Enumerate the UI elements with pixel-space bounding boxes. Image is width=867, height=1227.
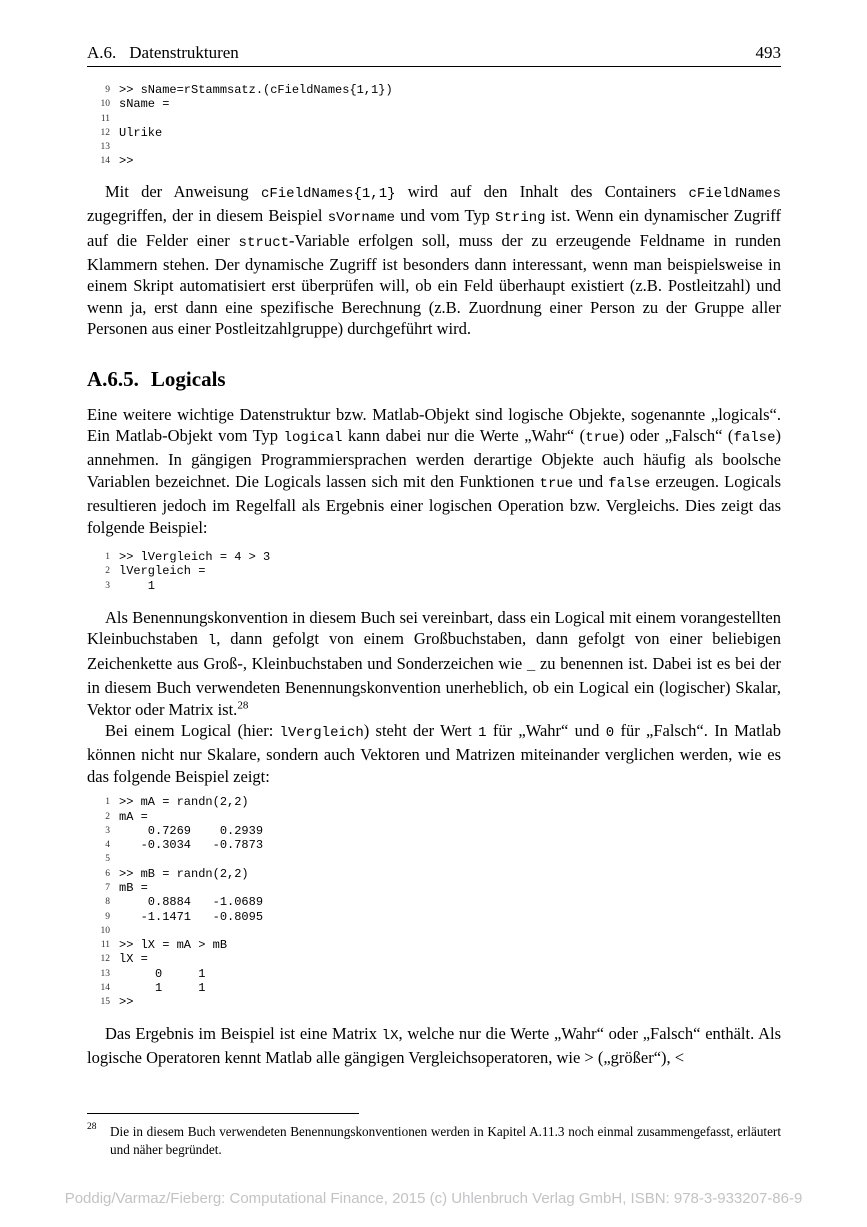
code-text: >> lVergleich = 4 > 3 — [119, 550, 271, 565]
code-text: >> mA = randn(2,2) — [119, 795, 249, 810]
line-number: 2 — [105, 811, 110, 822]
line-number: 9 — [105, 911, 110, 922]
inline-code: _ — [526, 657, 536, 674]
line-number: 5 — [105, 854, 110, 865]
code-line — [87, 579, 781, 593]
text-run: , dann gefolgt von einem Großbuchstaben, dann gefolgt von einer beliebigen Zeichenkette aus Groß-, Kleinbuchstaben und Sonderzeichen wie — [87, 629, 781, 673]
text-run: zugegriffen, der in diesem Beispiel — [87, 206, 328, 226]
code-listing-1 — [87, 83, 781, 169]
code-text: >> lX = mA > mB — [119, 938, 228, 953]
line-number: 2 — [105, 566, 110, 577]
line-number: 15 — [100, 997, 110, 1008]
line-number: 9 — [105, 85, 110, 95]
inline-code: sVorname — [327, 210, 395, 227]
line-number: 12 — [100, 127, 110, 138]
line-number: 14 — [100, 983, 110, 994]
code-line — [87, 838, 781, 852]
text-run: Eine weitere wichtige Datenstruktur bzw. Matlab-Objekt sind logische Objekte, sogenannte „logicals“. Ein Matlab-Objekt vom Typ — [87, 404, 781, 446]
code-text: -1.1471 -0.8095 — [119, 909, 264, 924]
code-text: >> sName=rStammsatz.(cFieldNames{1,1}) — [119, 83, 393, 97]
footnote-reference: 28 — [237, 699, 249, 712]
text-run: wird auf den Inhalt des Containers — [395, 181, 689, 201]
code-line — [87, 795, 781, 809]
code-line — [87, 995, 781, 1009]
heading-number: A.6.5. — [87, 366, 139, 391]
section-number: A.6. — [87, 43, 117, 62]
inline-code: cFieldNames — [688, 185, 781, 202]
inline-code: logical — [283, 430, 343, 447]
code-line — [87, 154, 781, 168]
inline-code: l — [207, 633, 217, 650]
code-line — [87, 981, 781, 995]
text-run: zu benennen ist. Dabei ist es bei der in diesem Buch verwendeten Benennungskonvention unerheblich, ob ein Logical ein (logischer) Skalar, Vektor oder Matrix ist. — [87, 653, 782, 719]
text-run: ) oder „Falsch“ ( — [618, 426, 734, 446]
text-run: Das Ergebnis im Beispiel ist eine Matrix — [105, 1023, 382, 1043]
footnote-marker: 28 — [87, 1122, 97, 1133]
text-run: ist. Wenn ein dynamischer Zugriff auf die Felder einer — [87, 206, 781, 250]
code-line — [87, 810, 781, 824]
line-number: 13 — [100, 142, 110, 153]
code-text: sName = — [119, 97, 170, 112]
page-header — [87, 43, 781, 67]
code-text: >> — [119, 995, 134, 1010]
line-number: 4 — [105, 840, 110, 851]
inline-code: struct — [238, 234, 290, 251]
code-text: 0.8884 -1.0689 — [119, 895, 264, 910]
code-text: >> mB = randn(2,2) — [119, 866, 249, 881]
line-number: 10 — [100, 99, 110, 110]
code-line — [87, 952, 781, 966]
paragraph-dynamic-access — [87, 181, 781, 340]
text-run: und — [573, 471, 609, 491]
code-listing-2 — [87, 550, 781, 593]
line-number: 13 — [100, 968, 110, 979]
code-text: mA = — [119, 809, 148, 824]
text-run: Als Benennungskonvention in diesem Buch sei vereinbart, dass ein Logical mit einem vorangestellten Kleinbuchstaben — [87, 607, 781, 649]
code-text: lVergleich = — [119, 564, 206, 579]
text-run: ) steht der Wert — [363, 720, 479, 740]
paragraph-logical-values — [87, 720, 781, 787]
section-title: Datenstrukturen — [129, 43, 239, 62]
inline-code: true — [539, 475, 574, 492]
page-number: 493 — [755, 43, 781, 62]
text-run: Mit der Anweisung — [105, 181, 261, 201]
code-text: lX = — [119, 952, 148, 967]
code-text: 0.7269 0.2939 — [119, 823, 264, 838]
code-line — [87, 112, 781, 126]
inline-code: 0 — [605, 724, 615, 741]
paragraph-result-matrix — [87, 1023, 781, 1069]
code-text: -0.3034 -0.7873 — [119, 838, 264, 853]
code-line — [87, 824, 781, 838]
line-number: 14 — [100, 156, 110, 167]
code-line — [87, 967, 781, 981]
text-run: , welche nur die Werte „Wahr“ oder „Falsch“ enthält. Als logische Operatoren kennt Matlab alle gängigen Vergleichsoperatoren, wie > („größer“), < — [87, 1023, 781, 1068]
page-content — [87, 43, 781, 1158]
line-number: 6 — [105, 868, 110, 879]
text-run: für „Wahr“ und — [486, 720, 606, 740]
code-line — [87, 140, 781, 154]
line-number: 3 — [105, 580, 110, 591]
heading-title: Logicals — [150, 366, 226, 391]
line-number: 3 — [105, 825, 110, 836]
code-line — [87, 97, 781, 111]
inline-code: true — [585, 430, 619, 447]
code-text: 1 1 — [119, 981, 206, 996]
code-listing-3 — [87, 795, 781, 1009]
inline-code: false — [608, 475, 651, 492]
text-run: kann dabei nur die Werte „Wahr“ ( — [342, 426, 586, 446]
code-line — [87, 126, 781, 140]
code-text: mB = — [119, 880, 148, 895]
paragraph-naming-convention — [87, 607, 781, 720]
line-number: 8 — [105, 897, 110, 908]
text-run: -Variable erfolgen soll, muss der zu erzeugende Feldname in runden Klammern stehen. Der dynamische Zugriff ist besonders dann interessant, wenn man beispielsweise in einem Skript automatisiert erst überprüfen will, ob ein Feld überhaupt existiert (z.B. Postleitzahl) und wenn ja, erst dann eine spezifische Berechnung (z.B. Zuordnung einer Person zu der Gruppe aller Personen aus einer Postleitzahlgruppe) durchgeführt wird. — [87, 230, 781, 339]
code-line — [87, 83, 781, 97]
text-run: ) annehmen. In gängigen Programmiersprachen werden derartige Objekte auch häufig als boolsche Variablen bezeichnet. Die Logicals lassen sich mit den Funktionen — [87, 426, 781, 491]
code-line — [87, 938, 781, 952]
line-number: 10 — [100, 925, 110, 936]
code-text: Ulrike — [119, 125, 163, 140]
text-run: erzeugen. Logicals resultieren jedoch im Regelfall als Ergebnis einer logischen Operation bzw. Vergleichs. Dies zeigt das folgende Beispiel: — [87, 471, 781, 537]
code-line — [87, 867, 781, 881]
line-number: 12 — [100, 954, 110, 965]
code-line — [87, 564, 781, 578]
footnote-rule — [87, 1113, 359, 1114]
code-text: >> — [119, 154, 134, 169]
code-line — [87, 895, 781, 909]
code-text: 0 1 — [119, 966, 206, 981]
code-line — [87, 910, 781, 924]
inline-code: false — [733, 430, 776, 447]
paragraph-logicals-intro — [87, 404, 781, 538]
text-run: und vom Typ — [395, 206, 496, 226]
footnote-text: Die in diesem Buch verwendeten Benennungskonventionen werden in Kapitel A.11.3 noch einmal zusammengefasst, erläutert und näher begründet. — [110, 1124, 781, 1157]
text-run: Bei einem Logical (hier: — [105, 720, 280, 740]
inline-code: 1 — [478, 724, 487, 741]
code-line — [87, 881, 781, 895]
code-text: 1 — [119, 578, 156, 593]
inline-code: lX — [381, 1027, 399, 1044]
line-number: 11 — [100, 113, 110, 124]
line-number: 1 — [105, 797, 110, 808]
section-heading — [87, 367, 781, 391]
code-line — [87, 550, 781, 564]
footnote — [87, 1123, 781, 1158]
running-head — [87, 43, 239, 62]
inline-code: cFieldNames{1,1} — [260, 185, 396, 202]
code-line — [87, 852, 781, 866]
inline-code: lVergleich — [279, 724, 364, 741]
line-number: 1 — [105, 552, 110, 563]
footer-credit: Poddig/Varmaz/Fieberg: Computational Finance, 2015 (c) Uhlenbruch Verlag GmbH, ISBN: 978-3-933207-86-9 — [64, 1190, 803, 1207]
text-run: für „Falsch“. In Matlab können nicht nur Skalare, sondern auch Vektoren und Matrizen miteinander verglichen werden, wie es das folgende Beispiel zeigt: — [87, 720, 781, 786]
line-number: 11 — [100, 940, 110, 951]
code-line — [87, 924, 781, 938]
inline-code: String — [495, 210, 546, 227]
line-number: 7 — [105, 882, 110, 893]
footnote-section — [87, 1113, 781, 1158]
